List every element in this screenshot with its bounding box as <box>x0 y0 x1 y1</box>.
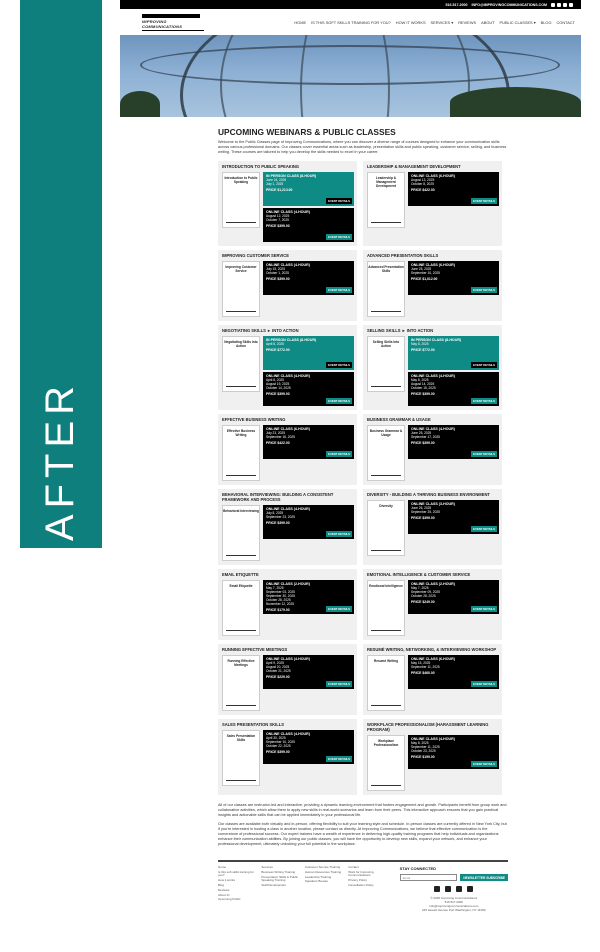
course-title[interactable]: BEHAVIORAL INTERVIEWING: BUILDING A CONSISTENT FRAMEWORK AND PROCESS <box>222 492 334 502</box>
course-book-cover[interactable] <box>222 425 260 481</box>
footer-link[interactable]: Privacy Policy <box>348 878 367 883</box>
event-date: May 8, 2025 <box>411 741 429 745</box>
course-book-cover[interactable] <box>367 655 405 711</box>
book-title: Email Etiquette <box>229 584 253 588</box>
event-date: September 25, 2025 <box>411 509 440 514</box>
course-title[interactable]: EFFECTIVE BUSINESS WRITING <box>222 417 286 422</box>
event-date: August 19, 2025 <box>266 381 290 386</box>
price-label: PRICE <box>266 607 277 612</box>
course-title[interactable]: ADVANCED PRESENTATION SKILLS <box>367 253 439 258</box>
course-title[interactable]: RESUMÉ WRITING, NETWORKING, & INTERVIEWING WORKSHOP <box>367 647 497 652</box>
nav-item[interactable]: PUBLIC CLASSES ▾ <box>499 19 536 25</box>
event-details-button[interactable]: EVENT DETAILS <box>473 527 495 531</box>
newsletter-subscribe-button[interactable]: NEWSLETTER SUBSCRIBE <box>460 874 508 881</box>
price-label: PRICE <box>411 187 422 192</box>
event-box <box>263 172 354 206</box>
linkedin-icon[interactable] <box>445 886 451 892</box>
event-date: April 8, 2025 <box>266 342 284 346</box>
event-box <box>263 208 354 242</box>
event-name: ONLINE CLASS (4-HOUR) <box>266 263 310 267</box>
course-card <box>218 250 357 321</box>
nav-item[interactable]: HOME <box>294 19 307 25</box>
event-date: July 23, 2025 <box>266 431 285 435</box>
event-date: September 16, 2025 <box>266 434 295 439</box>
event-box <box>408 500 499 534</box>
course-book-cover[interactable] <box>367 336 405 392</box>
price-label: PRICE <box>266 749 277 754</box>
event-date: August 20, 2025 <box>266 664 290 669</box>
event-price <box>266 521 351 525</box>
course-title[interactable]: LEADERSHIP & MANAGEMENT DEVELOPMENT <box>367 164 461 169</box>
price-label: PRICE <box>266 223 277 228</box>
linkedin-icon[interactable] <box>557 3 561 7</box>
course-card <box>363 569 502 640</box>
course-title[interactable]: EMOTIONAL INTELLIGENCE & CUSTOMER SERVICE <box>367 572 471 577</box>
event-box <box>408 261 499 295</box>
price-value: $399.00 <box>277 276 290 281</box>
rss-icon[interactable] <box>467 886 473 892</box>
twitter-icon[interactable] <box>563 3 567 7</box>
event-date: July 15, 2025 <box>266 267 285 271</box>
price-value: $422.00 <box>277 440 290 445</box>
footer-link[interactable]: Customer Service Training <box>304 865 341 869</box>
event-details-button[interactable]: EVENT DETAILS <box>473 399 495 403</box>
event-details-button[interactable]: EVENT DETAILS <box>473 452 495 456</box>
price-label: PRICE <box>411 347 422 352</box>
event-date: September 09, 2025 <box>411 589 440 594</box>
footer-phone[interactable]: 516.517.2000 <box>444 900 463 904</box>
copyright-text: © 2025 Improving Communications <box>430 896 478 900</box>
course-book-cover[interactable] <box>222 655 260 711</box>
event-box <box>263 505 354 539</box>
footer-link[interactable]: Staff Development <box>261 882 287 887</box>
stay-connected <box>400 866 508 912</box>
event-date: November 12, 2025 <box>266 601 294 606</box>
event-details-button[interactable]: EVENT DETAILS <box>328 363 350 367</box>
course-card <box>363 644 502 715</box>
course-book-cover[interactable] <box>222 172 260 228</box>
event-details-button[interactable]: EVENT DETAILS <box>473 762 495 766</box>
event-box <box>408 580 499 614</box>
event-name: ONLINE CLASS (4-HOUR) <box>266 507 310 511</box>
course-card <box>218 161 357 246</box>
course-book-cover[interactable] <box>222 261 260 317</box>
nav-item[interactable]: ABOUT <box>481 19 495 25</box>
intro-text: Welcome to the Public Classes page of Improving Communications, where you can discover a diverse range of courses designed to enhance your communication skills across various professional domains. Our classes cover essential areas such as leadership, presentation skills and public speaking, customer service, selling, and business writing. These courses are tailored to help you develop the skills needed to excel in your career. <box>218 140 507 154</box>
main-nav <box>294 20 575 25</box>
book-title: Business Grammar & Usage <box>369 429 403 437</box>
price-label: PRICE <box>266 674 277 679</box>
event-date: September 17, 2025 <box>411 434 440 439</box>
event-price <box>411 277 496 281</box>
event-details-button[interactable]: EVENT DETAILS <box>328 452 350 456</box>
event-name: ONLINE CLASS (6-HOUR) <box>411 263 455 267</box>
event-details-button[interactable]: EVENT DETAILS <box>328 288 350 292</box>
event-price <box>266 750 351 754</box>
event-date: April 30, 2025 <box>266 736 286 740</box>
nav-item[interactable]: SERVICES ▾ <box>430 19 454 25</box>
course-card <box>363 414 502 485</box>
price-value: $1,012.00 <box>422 276 438 281</box>
footer-social-icons <box>400 886 508 892</box>
event-date: July 8, 2025 <box>266 511 284 515</box>
phone-link[interactable]: 516.517.2000 <box>445 2 468 7</box>
price-value: $399.00 <box>277 520 290 525</box>
book-title: Improving Customer Service <box>225 265 257 273</box>
footer-link[interactable]: Business Writing Training <box>261 869 296 874</box>
course-book-cover[interactable] <box>367 261 405 317</box>
footer-link[interactable]: Human Resources Training <box>304 869 342 874</box>
event-price <box>411 671 496 675</box>
event-details-button[interactable]: EVENT DETAILS <box>328 199 350 203</box>
course-title[interactable]: BUSINESS GRAMMAR & USAGE <box>367 417 431 422</box>
event-box <box>408 336 499 370</box>
outro-paragraph: Our classes are available both virtually and in-person, offering flexibility to suit your learning style and schedule. In-person classes are currently offered in New York City, but if you're interested in hosting a class in another location, please contact us directly. At Improving Communications, we believe that effective communication is the cornerstone of professional success. Our expert trainers have a wealth of experience in delivering high-quality training programs that help individuals and organizations enhance their communication abilities. By joining our public classes, you will have the opportunity to develop new skills, expand your network, and enhance your professional development, ultimately unlocking your full potential in the workplace. <box>218 822 507 846</box>
stay-connected-title: STAY CONNECTED <box>399 866 437 871</box>
price-label: PRICE <box>266 440 277 445</box>
hero-image-unisphere <box>120 35 581 117</box>
nav-item[interactable]: BLOG <box>540 19 552 25</box>
event-date: July 1, 2025 <box>266 181 284 186</box>
footer-link[interactable]: Upcoming Public <box>218 897 241 902</box>
course-card <box>218 569 357 640</box>
top-contact-bar <box>120 0 581 9</box>
course-title[interactable]: SELLING SKILLS ► INTO ACTION <box>367 328 434 333</box>
event-price <box>411 755 496 759</box>
event-name: ONLINE CLASS (4-HOUR) <box>266 657 310 661</box>
course-card <box>218 644 357 715</box>
event-date: October 28, 2025 <box>266 597 291 602</box>
event-details-button[interactable]: EVENT DETAILS <box>328 607 350 611</box>
course-title[interactable]: SALES PRESENTATION SKILLS <box>222 722 284 727</box>
event-price <box>266 348 351 352</box>
event-date: June 25, 2025 <box>411 431 432 435</box>
event-date: October 14, 2025 <box>266 385 291 390</box>
footer-link[interactable]: Cancellation Policy <box>348 882 374 887</box>
price-value: $422.00 <box>422 187 435 192</box>
price-label: PRICE <box>266 187 277 192</box>
course-title[interactable]: EMAIL ETIQUETTE <box>222 572 259 577</box>
book-title: Advanced Presentation Skills <box>368 265 404 273</box>
price-value: $1,213.00 <box>277 187 293 192</box>
outro-paragraph: All of our classes are instructor-led and interactive, providing a dynamic learning environment that fosters engagement and growth. Participants benefit from group work and collaborative activities, which allow them to apply new skills in real-world scenarios and learn from their peers. This interactive approach ensures that you gain practical insights and actionable skills that can be applied immediately in your professional life. <box>218 803 507 817</box>
facebook-icon[interactable] <box>434 886 440 892</box>
event-box <box>263 580 354 614</box>
event-date: September 30, 2025 <box>266 593 295 598</box>
logo-text: IMPROVING COMMUNICATIONS <box>142 18 183 29</box>
price-value: $399.00 <box>422 515 435 520</box>
event-details-button[interactable]: EVENT DETAILS <box>473 363 495 367</box>
price-label: PRICE <box>266 276 277 281</box>
book-title: Workplace Professionalism <box>373 739 399 747</box>
event-box <box>263 655 354 689</box>
event-box <box>408 655 499 689</box>
footer-link[interactable]: About IC <box>218 892 230 897</box>
price-label: PRICE <box>411 440 422 445</box>
event-date: May 15, 2025 <box>411 661 431 665</box>
main-header <box>120 9 581 35</box>
event-date: May 7, 2025 <box>266 586 284 590</box>
book-title: Behavioral Interviewing <box>223 509 259 513</box>
event-date: October 28, 2025 <box>411 593 436 598</box>
site-footer <box>218 860 508 912</box>
course-title[interactable]: NEGOTIATING SKILLS ► INTO ACTION <box>222 328 299 333</box>
event-box <box>408 172 499 206</box>
event-box <box>263 336 354 370</box>
book-title: Negotiating Skills Into Action <box>224 340 258 348</box>
event-price <box>266 224 351 228</box>
event-price <box>266 188 351 192</box>
event-name: ONLINE CLASS (4-HOUR) <box>411 427 455 431</box>
price-value: $399.00 <box>422 391 435 396</box>
event-date: April 9, 2025 <box>266 661 284 665</box>
outro-text <box>218 803 508 847</box>
course-book-cover[interactable] <box>367 580 405 636</box>
event-date: May 8, 2025 <box>411 342 429 346</box>
course-card <box>218 719 357 795</box>
course-title[interactable]: WORKPLACE PROFESSIONALISM (HARASSMENT LEARNING PROGRAM) <box>367 722 489 732</box>
price-label: PRICE <box>411 276 422 281</box>
social-icons <box>551 3 573 7</box>
price-value: $399.00 <box>277 749 290 754</box>
event-date: August 14, 2025 <box>411 381 435 386</box>
event-name: IN PERSON CLASS (8-HOUR) <box>266 174 317 178</box>
footer-link[interactable]: Work for Improving Communications <box>348 869 374 878</box>
event-date: August 12, 2025 <box>266 214 290 218</box>
course-title[interactable]: RUNNING EFFECTIVE MEETINGS <box>222 647 288 652</box>
course-card <box>363 250 502 321</box>
event-date: May 7, 2025 <box>411 586 429 590</box>
footer-link[interactable]: Services <box>261 865 273 869</box>
price-label: PRICE <box>411 670 422 675</box>
event-date: September 10, 2025 <box>266 739 295 744</box>
event-box <box>408 735 499 769</box>
event-name: ONLINE CLASS (4-HOUR) <box>411 737 455 741</box>
footer-link[interactable]: Presentation Skills & Public Speaking Training <box>261 874 298 883</box>
after-banner <box>20 0 102 548</box>
event-date: May 8, 2025 <box>411 378 429 382</box>
course-card <box>218 325 357 410</box>
course-card <box>218 414 357 485</box>
event-box <box>263 730 354 764</box>
price-value: $772.00 <box>422 347 435 352</box>
event-details-button[interactable]: EVENT DETAILS <box>473 682 495 686</box>
event-date: June 24, 2025 <box>266 178 287 182</box>
price-value: $772.00 <box>277 347 290 352</box>
book-title: Running Effective Meetings <box>227 659 255 667</box>
event-details-button[interactable]: EVENT DETAILS <box>473 607 495 611</box>
event-details-button[interactable]: EVENT DETAILS <box>328 682 350 686</box>
footer-address: 225 Hewett Avenue Port Washington, NY 11050 <box>422 908 486 912</box>
newsletter-email-input[interactable]: Email <box>400 874 458 881</box>
event-name: ONLINE CLASS (3-HOUR) <box>411 502 455 506</box>
course-book-cover[interactable] <box>367 500 405 556</box>
event-box <box>263 372 354 406</box>
footer-col-2 <box>261 866 300 912</box>
event-date: September 03, 2025 <box>266 589 295 594</box>
event-date: October 22, 2025 <box>266 743 291 748</box>
event-name: ONLINE CLASS (4-HOUR) <box>266 732 310 736</box>
event-price <box>411 392 496 396</box>
book-title: Sales Presentation Skills <box>226 734 256 742</box>
course-title[interactable]: IMPROVING CUSTOMER SERVICE <box>222 253 289 258</box>
event-name: ONLINE CLASS (4-HOUR) <box>411 374 455 378</box>
event-name: ONLINE CLASS (2-HOUR) <box>266 582 310 586</box>
nav-item[interactable]: HOW IT WORKS <box>395 19 426 25</box>
event-name: ONLINE CLASS (4-HOUR) <box>266 374 310 378</box>
event-date: June 26, 2025 <box>411 506 432 510</box>
footer-link[interactable]: Is this soft skills training for you? <box>218 869 254 878</box>
price-value: $460.00 <box>422 670 435 675</box>
page-title: UPCOMING WEBINARS & PUBLIC CLASSES <box>218 127 396 137</box>
main-content <box>120 117 581 847</box>
event-name: ONLINE CLASS (4-HOUR) <box>266 210 310 214</box>
event-price <box>266 675 351 679</box>
event-date: October 7, 2025 <box>266 217 289 222</box>
event-date: October 15, 2025 <box>411 385 436 390</box>
footer-link[interactable]: Reviews <box>218 887 230 892</box>
event-box <box>408 372 499 406</box>
footer-col-1 <box>218 866 257 912</box>
price-value: $229.00 <box>277 674 290 679</box>
event-details-button[interactable]: EVENT DETAILS <box>473 288 495 292</box>
event-date: October 21, 2025 <box>266 668 291 673</box>
course-grid <box>218 161 502 795</box>
price-label: PRICE <box>411 515 422 520</box>
event-date: June 25, 2025 <box>411 267 432 271</box>
price-value: $249.00 <box>422 599 435 604</box>
course-card <box>363 325 502 410</box>
price-label: PRICE <box>411 391 422 396</box>
event-details-button[interactable]: EVENT DETAILS <box>328 235 350 239</box>
nav-item[interactable]: CONTACT <box>556 19 575 25</box>
course-book-cover[interactable] <box>222 505 260 561</box>
course-title[interactable]: DIVERSITY - BUILDING A THRIVING BUSINESS ENVIRONMENT <box>367 492 490 497</box>
course-card <box>363 161 502 246</box>
price-label: PRICE <box>266 520 277 525</box>
event-date: October 23, 2025 <box>411 748 436 753</box>
footer-link[interactable]: Contact <box>348 865 359 869</box>
course-card <box>363 719 502 795</box>
price-value: $399.00 <box>277 391 290 396</box>
event-details-button[interactable]: EVENT DETAILS <box>328 399 350 403</box>
course-book-cover[interactable] <box>367 425 405 481</box>
event-name: IN PERSON CLASS (8-HOUR) <box>411 338 462 342</box>
price-label: PRICE <box>266 347 277 352</box>
event-date: September 23, 2025 <box>266 514 295 519</box>
price-value: $199.00 <box>422 754 435 759</box>
footer-col-3 <box>305 866 344 912</box>
email-link[interactable]: INFO@IMPROVINGCOMMUNICATIONS.COM <box>471 2 547 7</box>
book-title: Emotional Intelligence <box>369 584 403 588</box>
event-name: ONLINE CLASS (6-HOUR) <box>411 174 455 178</box>
course-book-cover[interactable] <box>222 730 260 786</box>
event-details-button[interactable]: EVENT DETAILS <box>328 532 350 536</box>
footer-col-4 <box>348 866 387 912</box>
footer-link[interactable]: Home <box>218 865 227 869</box>
event-date: September 11, 2025 <box>411 664 440 669</box>
price-value: $399.00 <box>277 223 290 228</box>
course-book-cover[interactable] <box>222 580 260 636</box>
book-title: Selling Skills Into Action <box>372 340 400 348</box>
event-name: ONLINE CLASS (6-HOUR) <box>411 657 455 661</box>
course-card <box>218 489 357 565</box>
course-book-cover[interactable] <box>367 172 405 228</box>
price-label: PRICE <box>266 391 277 396</box>
book-title: Diversity <box>379 504 393 508</box>
event-price <box>266 441 351 445</box>
event-price <box>411 516 496 520</box>
nav-item[interactable]: IS THIS SOFT SKILLS TRAINING FOR YOU? <box>311 19 391 25</box>
footer-link[interactable]: How it works <box>218 878 236 883</box>
event-date: August 13, 2025 <box>411 178 435 182</box>
price-label: PRICE <box>411 599 422 604</box>
event-date: April 8, 2025 <box>266 378 284 382</box>
course-title[interactable]: INTRODUCTION TO PUBLIC SPEAKING <box>222 164 300 169</box>
site-logo[interactable] <box>142 14 204 31</box>
book-title: Leadership & Management Development <box>375 176 397 188</box>
event-details-button[interactable]: EVENT DETAILS <box>473 199 495 203</box>
event-date: October 1, 2025 <box>266 270 289 275</box>
twitter-icon[interactable] <box>456 886 462 892</box>
footer-link[interactable]: Blog <box>218 882 225 887</box>
event-price <box>411 188 496 192</box>
event-price <box>266 392 351 396</box>
after-label: AFTER <box>38 379 83 541</box>
facebook-icon[interactable] <box>551 3 555 7</box>
event-name: IN PERSON CLASS (8-HOUR) <box>266 338 317 342</box>
event-date: September 10, 2025 <box>411 270 440 275</box>
event-date: September 11, 2025 <box>411 744 440 749</box>
event-price <box>266 277 351 281</box>
course-book-cover[interactable] <box>367 735 405 791</box>
footer-email[interactable]: info@improvingcommunications.com <box>429 904 479 908</box>
event-details-button[interactable]: EVENT DETAILS <box>328 757 350 761</box>
event-name: ONLINE CLASS (6-HOUR) <box>266 427 310 431</box>
course-book-cover[interactable] <box>222 336 260 392</box>
rss-icon[interactable] <box>569 3 573 7</box>
event-box <box>263 425 354 459</box>
website-page <box>120 0 581 952</box>
book-title: Effective Business Writing <box>226 429 256 437</box>
event-box <box>408 425 499 459</box>
book-title: Introduction to Public Speaking <box>224 176 258 184</box>
price-value: $179.00 <box>277 607 290 612</box>
price-label: PRICE <box>411 754 422 759</box>
event-date: October 8, 2025 <box>411 181 434 186</box>
price-value: $399.00 <box>422 440 435 445</box>
event-price <box>411 600 496 604</box>
event-box <box>263 261 354 295</box>
event-price <box>411 348 496 352</box>
event-name: ONLINE CLASS (2-HOUR) <box>411 582 455 586</box>
footer-link[interactable]: Leadership Training <box>304 874 332 879</box>
course-card <box>363 489 502 565</box>
event-price <box>411 441 496 445</box>
nav-item[interactable]: REVIEWS <box>458 19 477 25</box>
footer-link[interactable]: Speakers Bureau <box>304 879 328 884</box>
book-title: Resumé Writing <box>373 659 399 663</box>
